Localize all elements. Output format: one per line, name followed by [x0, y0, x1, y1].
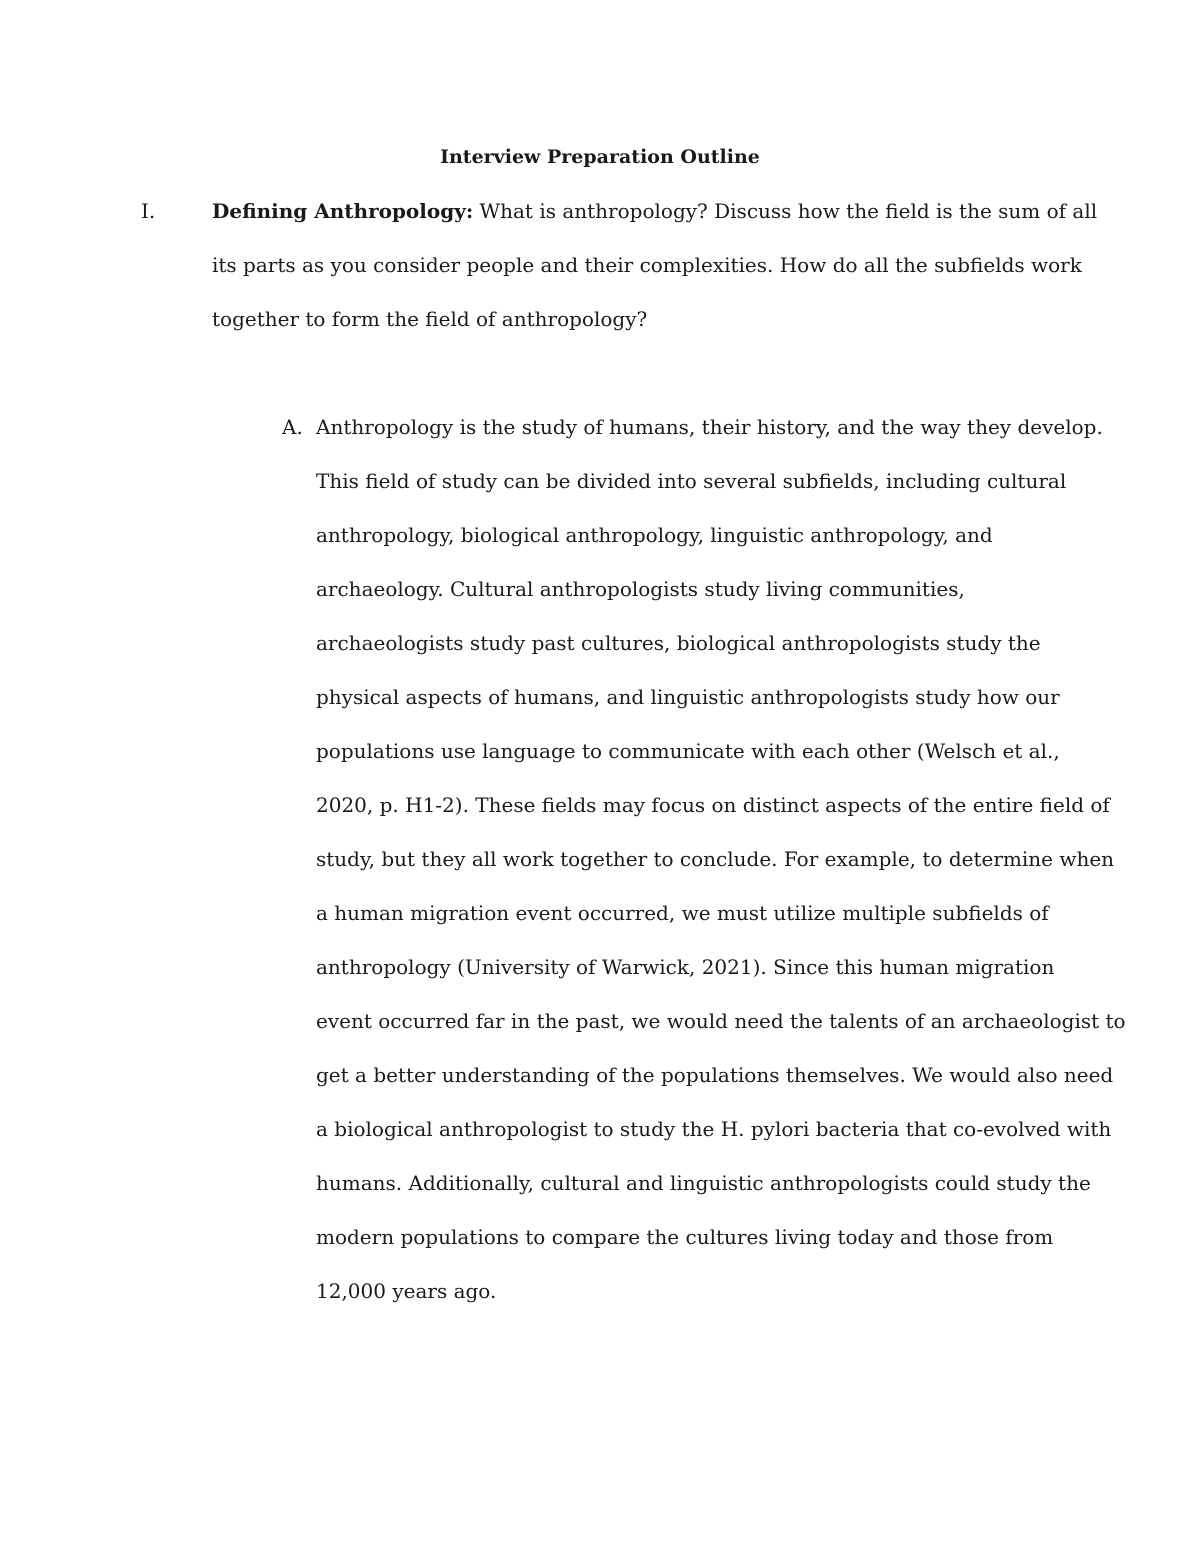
item-line-2: This field of study can be divided into several subfields, including cultural: [316, 469, 1067, 493]
section-text-1: What is anthropology? Discuss how the field is the sum of all: [473, 199, 1098, 223]
item-line-7: populations use language to communicate with each other (Welsch et al.,: [316, 739, 1060, 763]
item-line-16: modern populations to compare the cultures living today and those from: [316, 1225, 1054, 1249]
section-numeral: I.: [141, 199, 156, 223]
item-line-9: study, but they all work together to conclude. For example, to determine when: [316, 847, 1115, 871]
item-line-6: physical aspects of humans, and linguistic anthropologists study how our: [316, 685, 1060, 709]
section-line-2: its parts as you consider people and their complexities. How do all the subfields work: [212, 253, 1082, 277]
page-title: Interview Preparation Outline: [440, 146, 760, 168]
section-line-3: together to form the field of anthropology?: [212, 307, 648, 331]
section-heading: Defining Anthropology:: [212, 199, 474, 223]
item-line-14: a biological anthropologist to study the H. pylori bacteria that co-evolved with: [316, 1117, 1112, 1141]
list-item-marker-a: A.: [282, 415, 303, 439]
item-line-4: archaeology. Cultural anthropologists study living communities,: [316, 577, 965, 601]
section-line-1: [212, 196, 1097, 226]
item-line-3: anthropology, biological anthropology, linguistic anthropology, and: [316, 523, 993, 547]
item-line-8: 2020, p. H1-2). These fields may focus on distinct aspects of the entire field of: [316, 793, 1110, 817]
item-line-1: Anthropology is the study of humans, their history, and the way they develop.: [316, 415, 1103, 439]
item-line-15: humans. Additionally, cultural and linguistic anthropologists could study the: [316, 1171, 1091, 1195]
item-line-12: event occurred far in the past, we would need the talents of an archaeologist to: [316, 1009, 1126, 1033]
item-line-11: anthropology (University of Warwick, 2021). Since this human migration: [316, 955, 1055, 979]
item-line-13: get a better understanding of the populations themselves. We would also need: [316, 1063, 1114, 1087]
item-line-10: a human migration event occurred, we must utilize multiple subfields of: [316, 901, 1049, 925]
item-line-17: 12,000 years ago.: [316, 1279, 497, 1303]
item-line-5: archaeologists study past cultures, biological anthropologists study the: [316, 631, 1041, 655]
